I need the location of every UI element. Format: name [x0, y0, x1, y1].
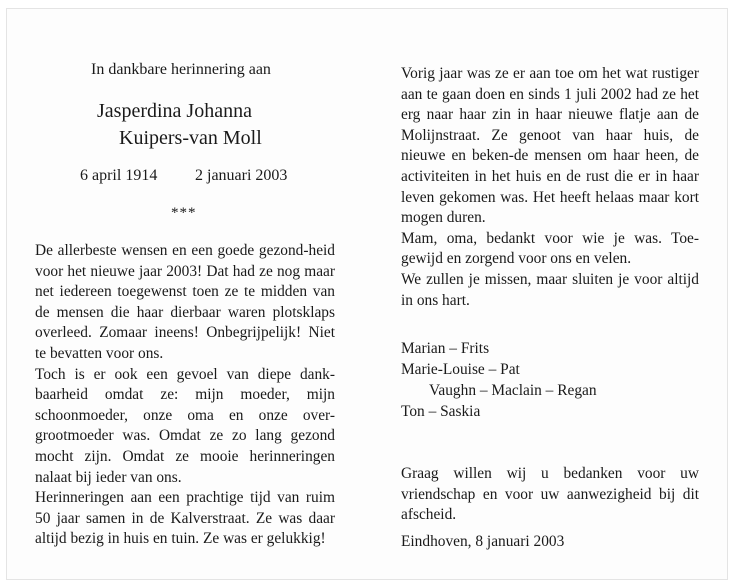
separator-stars: *** [171, 205, 197, 221]
paragraph: Toch is er ook een gevoel van diepe dank-baarheid omdat ze: mijn moeder, mijn schoonmoeder, onze oma en onze over-grootmoeder was. Omdat ze zo lang gezond mocht zijn. Omdat ze mooie herinneringen nalaat bij ieder van ons. [35, 365, 335, 486]
paragraph: Vorig jaar was ze er aan toe om het wat rustiger aan te gaan doen en sinds 1 juli 2002 had ze het erg naar haar zin in haar nieuwe flatje aan de Molijnstraat. Ze genoot van haar huis, de nieuwe en beken-de mensen om haar heen, de activiteiten in het huis en de rust die er in haar leven gekomen was. Het heeft helaas maar kort mogen duren. [401, 65, 699, 227]
place-date: Eindhoven, 8 januari 2003 [401, 533, 565, 550]
family-line: Marie-Louise – Pat [401, 361, 520, 378]
death-date: 2 januari 2003 [195, 167, 288, 184]
paragraph: Herinneringen aan een prachtige tijd van ruim 50 jaar samen in de Kalverstraat. Ze was daar altijd bezig in huis en tuin. Ze was er gelukkig! [35, 489, 335, 548]
birth-date: 6 april 1914 [80, 167, 158, 184]
memorial-card [6, 8, 728, 580]
paragraph: Mam, oma, bedankt voor wie je was. Toe-gewijd en zorgend voor ons en velen. [401, 229, 699, 268]
intro-text: In dankbare herinnering aan [91, 61, 271, 78]
family-line: Ton – Saskia [401, 403, 481, 420]
left-body [35, 241, 335, 550]
deceased-surname: Kuipers-van Moll [119, 127, 262, 149]
family-line: Marian – Frits [401, 340, 490, 357]
thanks-paragraph: Graag willen wij u bedanken voor uw vriendschap en voor uw aanwezigheid bij dit afscheid. [401, 465, 699, 524]
deceased-first-names: Jasperdina Johanna [97, 100, 252, 122]
paragraph: De allerbeste wensen en een goede gezond-heid voor het nieuwe jaar 2003! Dat had ze nog maar net iedereen toegewenst toen ze te midden van de mensen die haar dierbaar waren plotsklaps overleed. Zomaar ineens! Onbegrijpelijk! Niet te bevatten voor ons. [35, 242, 335, 362]
thanks-text [401, 464, 699, 526]
family-names [401, 338, 701, 422]
family-line: Vaughn – Maclain – Regan [429, 382, 597, 399]
paragraph: We zullen je missen, maar sluiten je voor altijd in ons hart. [401, 270, 699, 309]
right-body [401, 64, 699, 311]
